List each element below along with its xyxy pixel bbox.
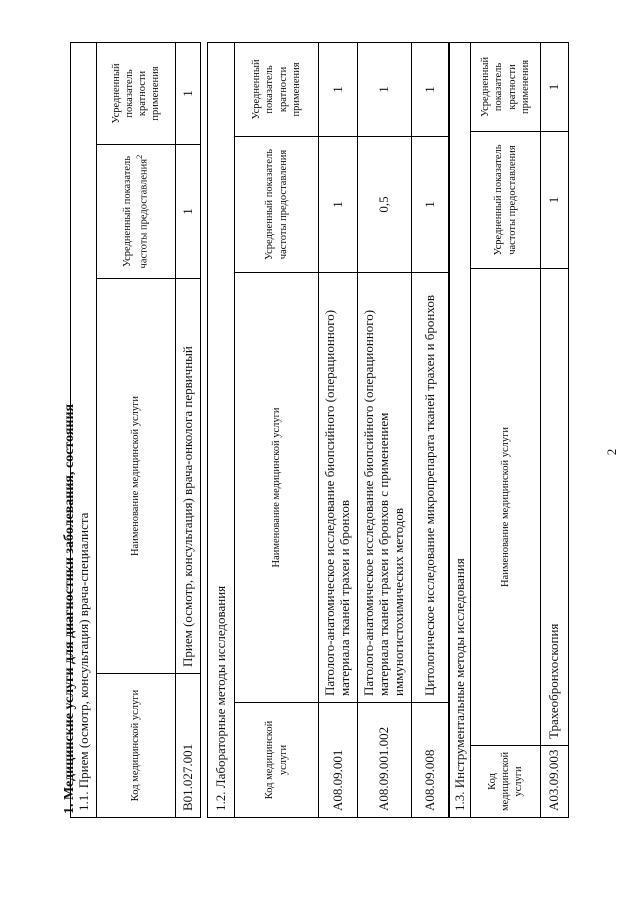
table-row xyxy=(358,42,412,817)
section-caption: 1.1. Прием (осмотр, консультация) врача-специалиста xyxy=(71,42,97,817)
frequency-value: 1 xyxy=(319,137,358,273)
service-name: Патолого-анатомическое исследование биопсийного (операционного) материала тканей трахеи и бронхов с применением иммуногистохимических методов xyxy=(358,273,412,703)
service-name: Трахеобронхоскопия xyxy=(541,269,569,746)
service-name: Патолого-анатомическое исследование биопсийного (операционного) материала тканей трахеи и бронхов xyxy=(319,273,358,703)
table-row xyxy=(176,42,201,817)
header-multiplicity: Усредненный показатель кратности применения xyxy=(471,42,541,131)
header-code: Код медицинской услуги xyxy=(471,746,541,818)
multiplicity-value: 1 xyxy=(319,42,358,136)
service-code: A08.09.001.002 xyxy=(358,703,412,818)
service-code: A08.09.001 xyxy=(319,703,358,818)
header-code: Код медицинской услуги xyxy=(97,674,176,818)
header-frequency: Усредненный показатель частоты предоставления xyxy=(235,137,319,273)
frequency-value: 1 xyxy=(176,145,201,279)
multiplicity-value: 1 xyxy=(541,42,569,131)
multiplicity-value: 1 xyxy=(176,42,201,144)
service-code: A03.09.003 xyxy=(541,746,569,818)
section-1-2-table xyxy=(207,42,450,818)
multiplicity-value: 1 xyxy=(358,42,412,136)
table-row xyxy=(541,42,569,817)
section-1-1-table xyxy=(70,42,201,818)
section-caption: 1.3. Инструментальные методы исследования xyxy=(449,42,471,817)
main-title: 1. Медицинские услуги для диагностики заболевания, состояния xyxy=(62,403,77,814)
header-multiplicity: Усредненный показатель кратности применения xyxy=(97,42,176,144)
service-code: B01.027.001 xyxy=(176,674,201,818)
header-name: Наименование медицинской услуги xyxy=(97,279,176,674)
header-name: Наименование медицинской услуги xyxy=(471,269,541,746)
header-frequency-text: Усредненный показатель частоты предоставления xyxy=(122,155,150,269)
table-row xyxy=(412,42,450,817)
header-frequency xyxy=(97,145,176,279)
header-multiplicity: Усредненный показатель кратности применения xyxy=(235,42,319,136)
footnote-marker: 2 xyxy=(134,154,145,159)
service-name: Цитологическое исследование микропрепарата тканей трахеи и бронхов xyxy=(412,273,450,703)
multiplicity-value: 1 xyxy=(412,42,450,136)
header-code: Код медицинской услуги xyxy=(235,703,319,818)
frequency-value: 0,5 xyxy=(358,137,412,273)
page-number: 2 xyxy=(604,448,619,456)
frequency-value: 1 xyxy=(541,132,569,269)
table-row xyxy=(319,42,358,817)
frequency-value: 1 xyxy=(412,137,450,273)
service-code: A08.09.008 xyxy=(412,703,450,818)
section-1-3-table xyxy=(448,42,569,818)
section-caption: 1.2. Лабораторные методы исследования xyxy=(208,42,235,817)
header-name: Наименование медицинской услуги xyxy=(235,273,319,703)
service-name: Прием (осмотр, консультация) врача-онколога первичный xyxy=(176,279,201,674)
header-frequency: Усредненный показатель частоты предоставления xyxy=(471,132,541,269)
